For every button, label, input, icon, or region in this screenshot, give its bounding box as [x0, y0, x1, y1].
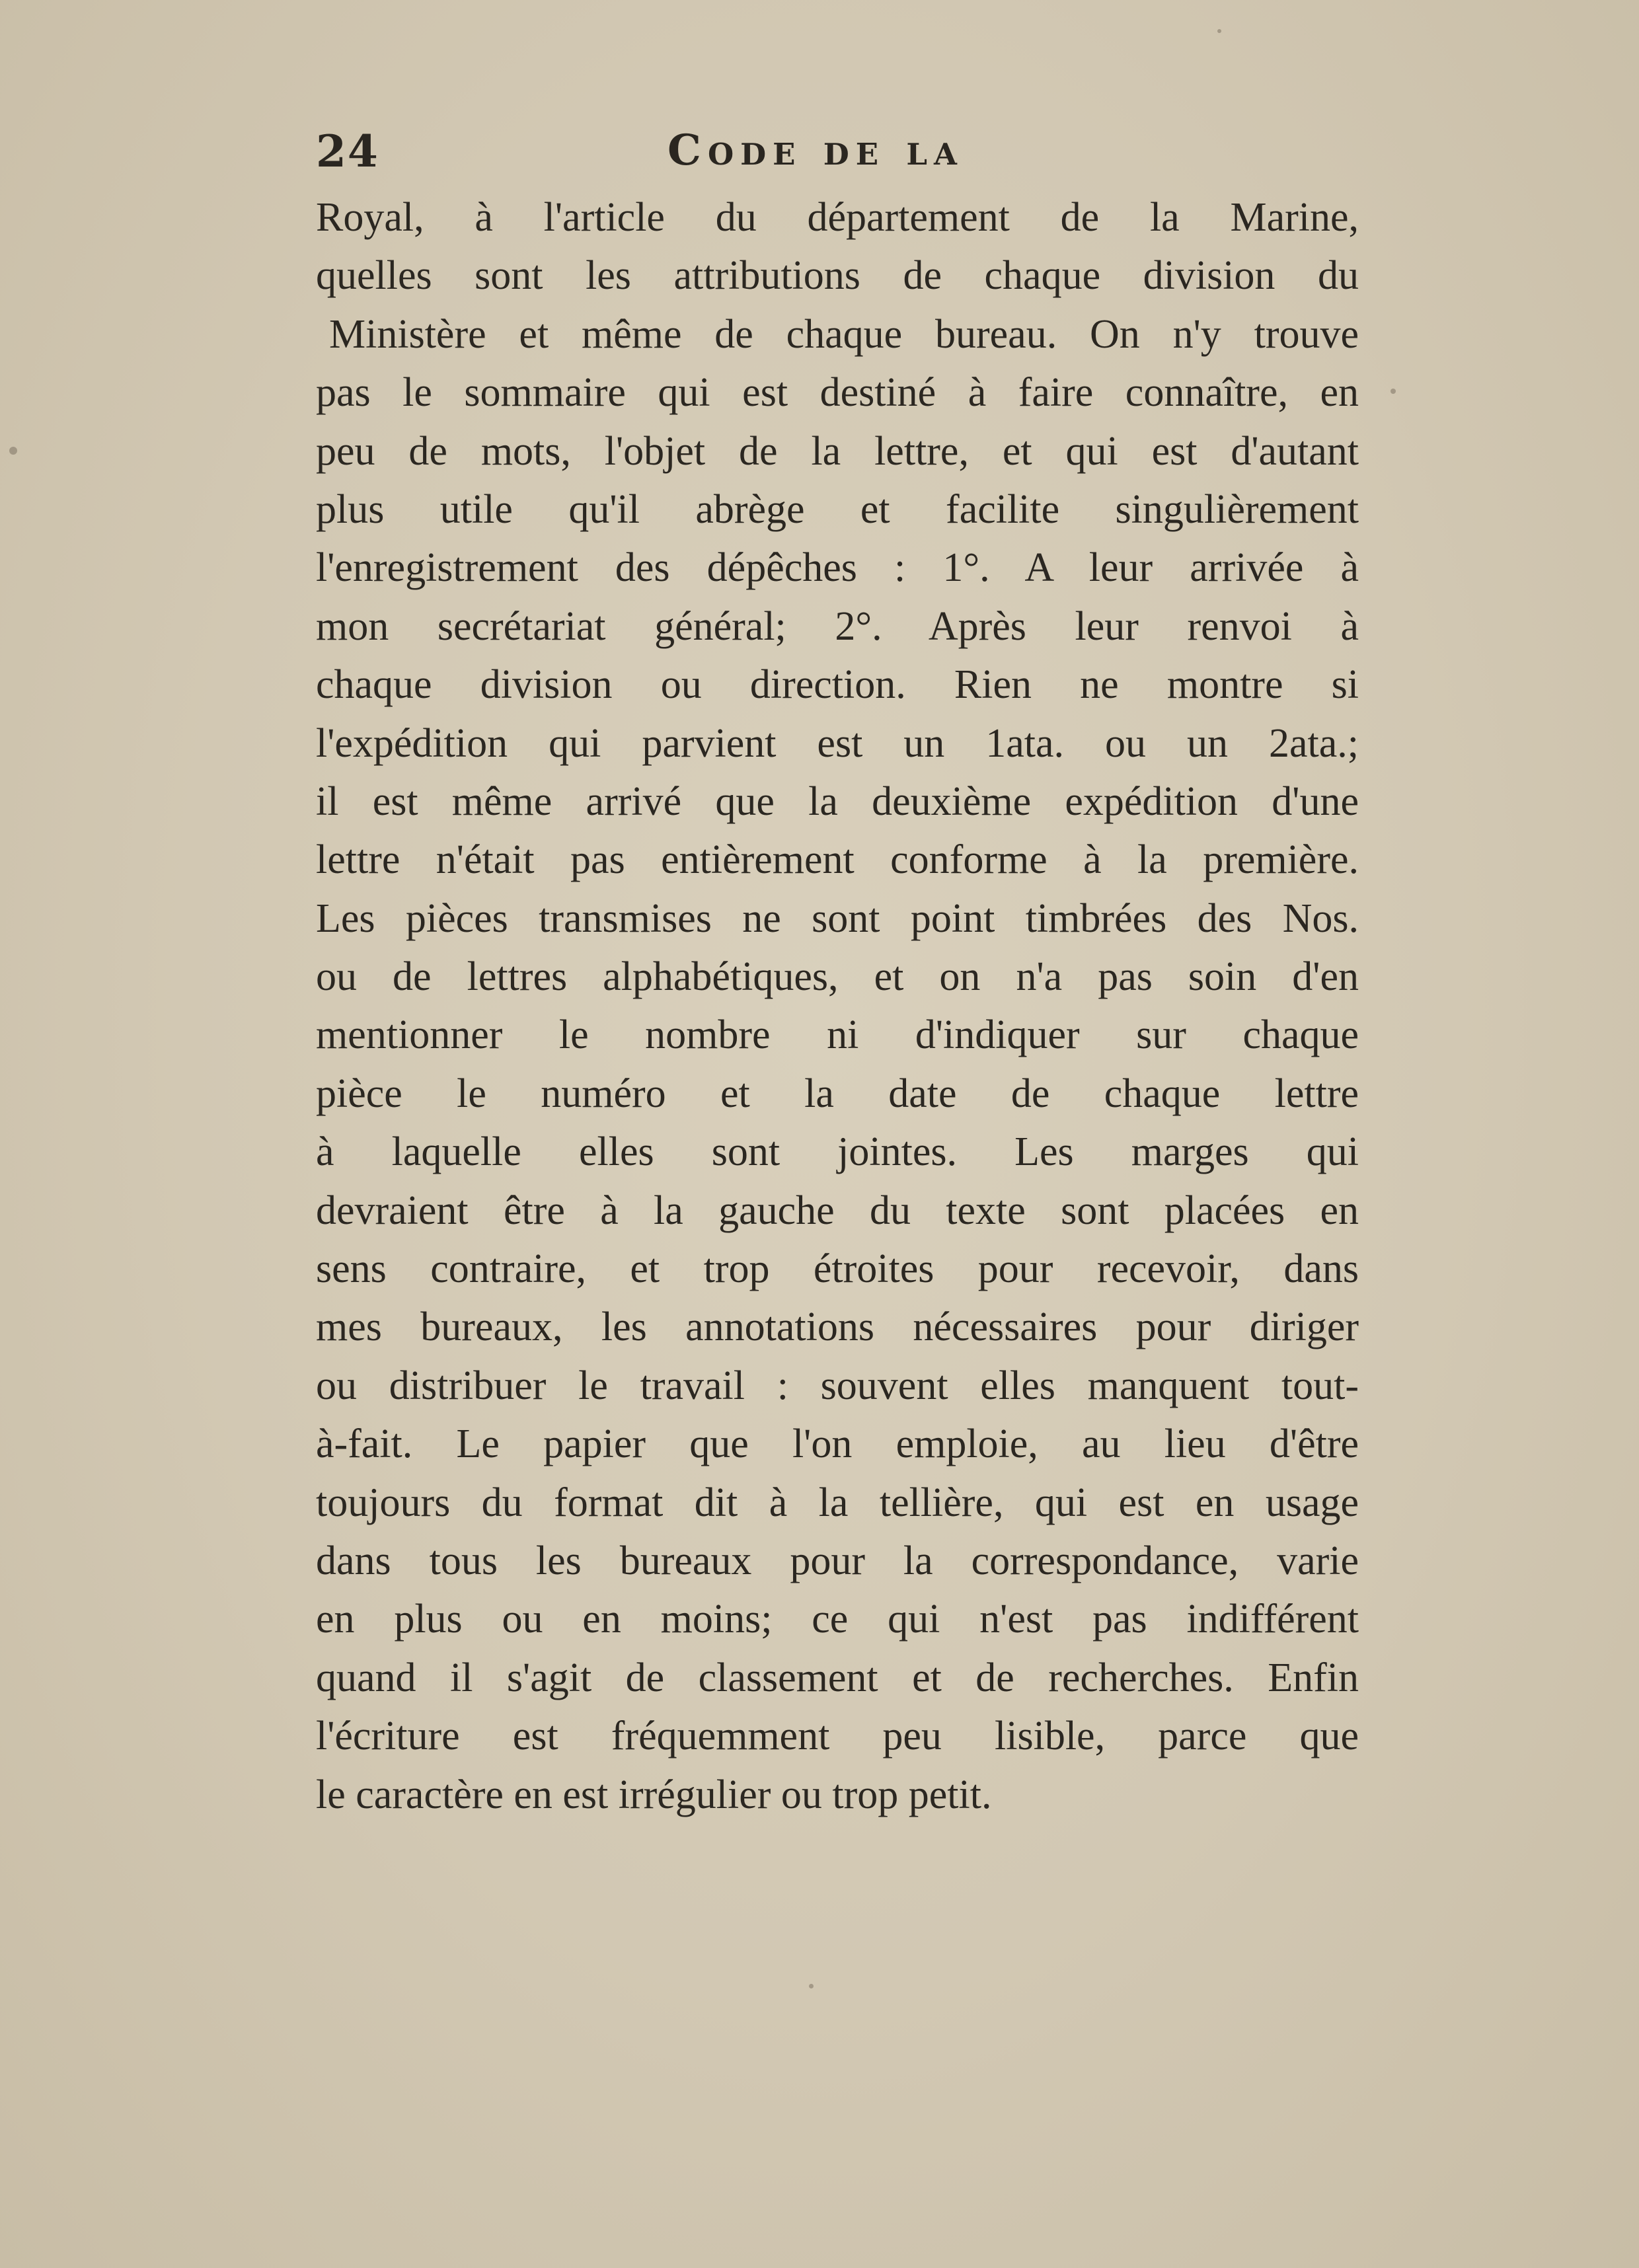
text-line: Royal, à l'article du département de la Marine, [316, 195, 1359, 240]
text-line: Ministère et même de chaque bureau. On n'y trouve [329, 311, 1359, 357]
paper-speck [1391, 389, 1396, 394]
text-line: ou de lettres alphabétiques, et on n'a pas soin d'en [316, 954, 1359, 1000]
text-line: le caractère en est irrégulier ou trop petit. [316, 1772, 992, 1817]
running-head: Code de la [667, 126, 964, 175]
text-line: l'enregistrement des dépêches : 1°. A leur arrivée à [316, 545, 1359, 591]
text-line: Les pièces transmises ne sont point timbrées des Nos. [316, 895, 1359, 941]
text-line: plus utile qu'il abrège et facilite singulièrement [316, 486, 1359, 532]
text-line: mon secrétariat général; 2°. Après leur renvoi à [316, 603, 1359, 649]
text-line: dans tous les bureaux pour la correspondance, varie [316, 1538, 1359, 1583]
text-line: pas le sommaire qui est destiné à faire connaître, en [316, 370, 1359, 416]
page-header [316, 126, 1360, 185]
paper-speck [9, 447, 17, 455]
text-line: quelles sont les attributions de chaque division du [316, 253, 1359, 299]
text-line: mentionner le nombre ni d'indiquer sur chaque [316, 1012, 1359, 1058]
text-line: en plus ou en moins; ce qui n'est pas indifférent [316, 1597, 1359, 1642]
text-line: lettre n'était pas entièrement conforme à la première. [316, 837, 1359, 883]
paper-speck [809, 1984, 814, 1988]
page-number: 24 [316, 126, 379, 177]
text-line: quand il s'agit de classement et de recherches. Enfin [316, 1655, 1359, 1700]
text-line: pièce le numéro et la date de chaque lettre [316, 1071, 1359, 1116]
body-text [316, 188, 1359, 1824]
text-line: l'écriture est fréquemment peu lisible, parce que [316, 1714, 1359, 1759]
text-line: mes bureaux, les annotations nécessaires pour diriger [316, 1304, 1359, 1350]
text-line: ou distribuer le travail : souvent elles manquent tout- [316, 1363, 1359, 1408]
text-line: il est même arrivé que la deuxième expédition d'une [316, 778, 1359, 824]
text-line: chaque division ou direction. Rien ne montre si [316, 662, 1359, 708]
text-line: l'expédition qui parvient est un 1ata. ou un 2ata.; [316, 720, 1359, 766]
text-line: à laquelle elles sont jointes. Les marges qui [316, 1129, 1359, 1175]
paper-speck [1217, 29, 1221, 33]
text-line: à-fait. Le papier que l'on emploie, au lieu d'être [316, 1421, 1359, 1467]
text-line: devraient être à la gauche du texte sont placées en [316, 1188, 1359, 1233]
text-line: peu de mots, l'objet de la lettre, et qui est d'autant [316, 428, 1359, 474]
text-line: sens contraire, et trop étroites pour recevoir, dans [316, 1246, 1359, 1292]
text-line: toujours du format dit à la tellière, qui est en usage [316, 1480, 1359, 1525]
